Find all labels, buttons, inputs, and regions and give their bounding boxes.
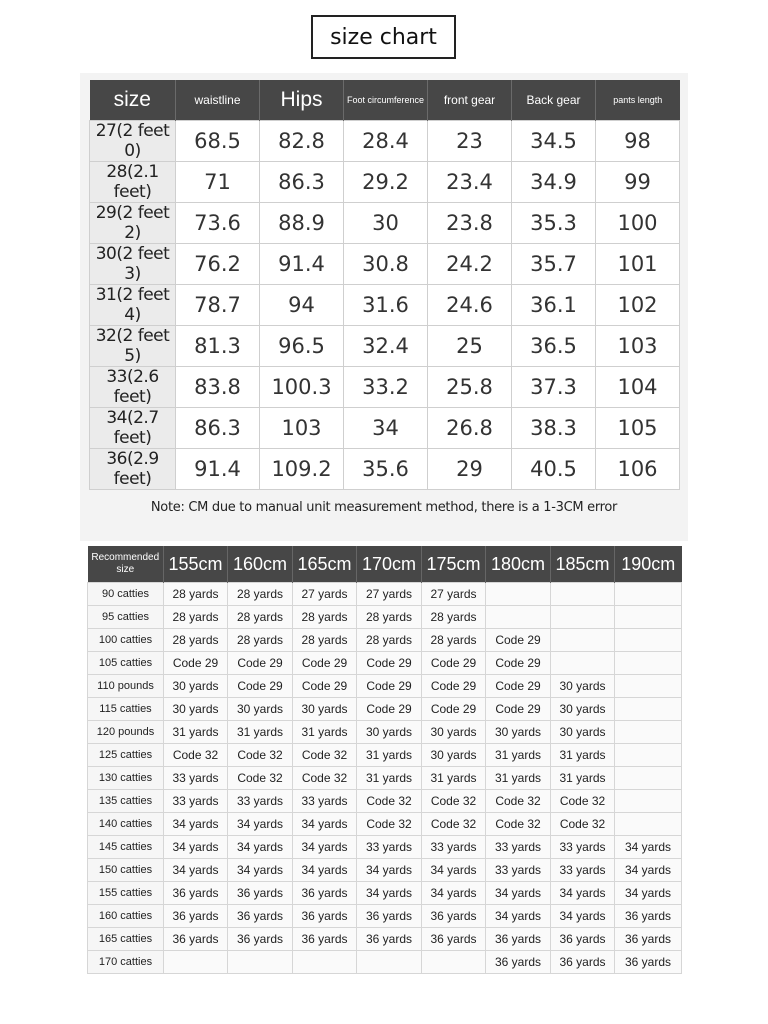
table-cell [164,951,228,974]
table-row [88,813,682,836]
table-cell [615,744,682,767]
table-cell: 27 yards [293,583,357,606]
weight-label: 90 catties [88,583,164,606]
table-cell: 91.4 [176,449,260,490]
table-cell: Code 29 [422,698,486,721]
table-cell: 28 yards [164,606,228,629]
table-row [90,162,680,203]
table-cell: 28 yards [357,629,422,652]
size-label: 31(2 feet 4) [90,285,176,326]
table-cell: 33 yards [293,790,357,813]
table-cell: 34 yards [293,836,357,859]
table-row [88,698,682,721]
table-cell [486,583,551,606]
table-cell: 31 yards [551,744,615,767]
table-cell: 31 yards [164,721,228,744]
size-label: 28(2.1 feet) [90,162,176,203]
table-cell: 109.2 [260,449,344,490]
table-cell [615,652,682,675]
table-cell: 30 yards [422,744,486,767]
table-cell: 40.5 [512,449,596,490]
table-cell: 33 yards [551,859,615,882]
table-cell [293,951,357,974]
table-cell: 23 [428,121,512,162]
table-cell: 36 yards [357,928,422,951]
table-cell: 82.8 [260,121,344,162]
weight-label: 150 catties [88,859,164,882]
table-cell: 34 yards [228,859,293,882]
table-cell: 32.4 [344,326,428,367]
table-row [88,767,682,790]
column-header: size [90,80,176,121]
table-cell: 26.8 [428,408,512,449]
table-cell: 28 yards [228,629,293,652]
table-cell [615,813,682,836]
table-cell: 24.2 [428,244,512,285]
table-cell: Code 29 [293,675,357,698]
table-cell: 81.3 [176,326,260,367]
table-cell: 31 yards [357,744,422,767]
table-row [88,859,682,882]
table-cell: Code 32 [357,790,422,813]
table-cell: Code 32 [293,767,357,790]
table-row [90,449,680,490]
table-cell: 35.3 [512,203,596,244]
table-cell [615,698,682,721]
table-cell: 99 [596,162,680,203]
table-cell: 105 [596,408,680,449]
table-cell: Code 29 [357,675,422,698]
page-title: size chart [311,15,456,59]
table-cell: 36 yards [228,882,293,905]
table-cell: 28 yards [293,606,357,629]
table-row [90,408,680,449]
table-cell: 30 yards [164,675,228,698]
table-cell: 36 yards [164,928,228,951]
table-cell: 30 yards [422,721,486,744]
table-cell: 34 yards [164,813,228,836]
table-cell: Code 32 [422,813,486,836]
table-row [90,367,680,408]
height-header: 175cm [422,546,486,583]
table-cell: 27 yards [357,583,422,606]
table-cell: 36 yards [551,951,615,974]
table-row [90,326,680,367]
table-cell: 36 yards [486,951,551,974]
height-header: 165cm [293,546,357,583]
column-header: Foot circumference [344,80,428,121]
table-cell: 28 yards [422,629,486,652]
table-cell: 36 yards [422,905,486,928]
table-cell: 31 yards [551,767,615,790]
table-cell: 76.2 [176,244,260,285]
table-cell: 28 yards [228,606,293,629]
weight-label: 155 catties [88,882,164,905]
height-header: 190cm [615,546,682,583]
table-cell: 34 yards [551,882,615,905]
table-cell: 34 yards [293,859,357,882]
table-cell: Code 32 [551,790,615,813]
table-cell: 33 yards [357,836,422,859]
weight-label: 125 catties [88,744,164,767]
height-header: 155cm [164,546,228,583]
table-cell: 31.6 [344,285,428,326]
table-cell: 24.6 [428,285,512,326]
table-cell: 104 [596,367,680,408]
table-cell: Code 29 [422,652,486,675]
size-label: 33(2.6 feet) [90,367,176,408]
table-cell: Code 32 [228,744,293,767]
table-header-row [88,546,682,583]
size-label: 27(2 feet 0) [90,121,176,162]
table-cell: 34 yards [615,882,682,905]
height-header: 185cm [551,546,615,583]
table-cell [615,790,682,813]
table-row [88,583,682,606]
table-cell: 83.8 [176,367,260,408]
table-cell: 36 yards [293,882,357,905]
table-cell [551,652,615,675]
table-cell [615,629,682,652]
weight-label: 95 catties [88,606,164,629]
table-cell: 25 [428,326,512,367]
column-header: waistline [176,80,260,121]
table-cell [551,583,615,606]
table-cell: 34.5 [512,121,596,162]
table-cell: 30 yards [551,721,615,744]
table-cell: Code 32 [293,744,357,767]
table-cell: 29.2 [344,162,428,203]
table-cell: 30 yards [551,675,615,698]
table-cell: 103 [596,326,680,367]
table-cell: 34 yards [486,905,551,928]
table-cell: 36 yards [228,905,293,928]
table-cell: 33 yards [164,767,228,790]
table-cell: 30 yards [486,721,551,744]
column-header: Back gear [512,80,596,121]
table-cell: 35.7 [512,244,596,285]
table-cell: 31 yards [228,721,293,744]
table-row [88,790,682,813]
corner-header: Recommended size [88,546,164,583]
table-cell [486,606,551,629]
table-cell: 91.4 [260,244,344,285]
table-cell: 28 yards [228,583,293,606]
table-cell: 30.8 [344,244,428,285]
table-cell: 102 [596,285,680,326]
weight-label: 100 catties [88,629,164,652]
table-cell: 36.1 [512,285,596,326]
table-cell: 96.5 [260,326,344,367]
table-cell: 28 yards [357,606,422,629]
table-cell [615,675,682,698]
table-cell: 36 yards [164,905,228,928]
table-cell: 36 yards [293,928,357,951]
size-label: 36(2.9 feet) [90,449,176,490]
table-cell [615,721,682,744]
table-cell: 30 yards [228,698,293,721]
table-cell: 34 yards [228,836,293,859]
table-cell: 30 yards [293,698,357,721]
table-cell: 34 yards [422,882,486,905]
table-cell: 78.7 [176,285,260,326]
table-cell: Code 29 [357,698,422,721]
table-cell [228,951,293,974]
table-cell: 34 yards [615,859,682,882]
table-cell: 34 yards [422,859,486,882]
table-row [90,285,680,326]
table-cell: 100 [596,203,680,244]
height-header: 170cm [357,546,422,583]
table-row [88,905,682,928]
table-cell [615,583,682,606]
table-cell: Code 32 [357,813,422,836]
table-cell: 34 yards [486,882,551,905]
weight-label: 140 catties [88,813,164,836]
table-cell [615,606,682,629]
table-cell: 28.4 [344,121,428,162]
weight-label: 135 catties [88,790,164,813]
table-cell: 34 yards [293,813,357,836]
size-label: 29(2 feet 2) [90,203,176,244]
table-cell: Code 29 [422,675,486,698]
table-cell: 86.3 [176,408,260,449]
table-cell: Code 29 [357,652,422,675]
table-cell: 34 yards [551,905,615,928]
table-cell: 94 [260,285,344,326]
table-cell: 101 [596,244,680,285]
table-cell: 28 yards [164,629,228,652]
table-cell: 36.5 [512,326,596,367]
table-cell: 36 yards [357,905,422,928]
table-cell: 36 yards [293,905,357,928]
table-row [88,928,682,951]
table-cell: 30 yards [164,698,228,721]
table-row [88,836,682,859]
table-cell: 31 yards [357,767,422,790]
table-cell: 23.8 [428,203,512,244]
size-label: 34(2.7 feet) [90,408,176,449]
weight-label: 110 pounds [88,675,164,698]
table-row [88,629,682,652]
table-cell: 30 [344,203,428,244]
table-cell: 29 [428,449,512,490]
size-label: 32(2 feet 5) [90,326,176,367]
table-cell: Code 29 [486,629,551,652]
table-cell [615,767,682,790]
table-row [88,951,682,974]
weight-label: 165 catties [88,928,164,951]
table-cell: Code 29 [293,652,357,675]
table-cell: 36 yards [615,951,682,974]
table-cell: 34 yards [357,859,422,882]
table-cell: 34 yards [228,813,293,836]
weight-label: 115 catties [88,698,164,721]
table-cell: 36 yards [615,905,682,928]
table-cell: 37.3 [512,367,596,408]
table-cell: 35.6 [344,449,428,490]
table-cell: 34 yards [615,836,682,859]
table-cell: 86.3 [260,162,344,203]
table-cell: 34 [344,408,428,449]
table-cell: 73.6 [176,203,260,244]
table-cell [357,951,422,974]
table-cell: Code 29 [228,675,293,698]
table-cell: Code 32 [228,767,293,790]
table-row [88,675,682,698]
measurement-note: Note: CM due to manual unit measurement method, there is a 1-3CM error [150,500,618,515]
size-label: 30(2 feet 3) [90,244,176,285]
table-cell: 25.8 [428,367,512,408]
table-row [90,244,680,285]
weight-label: 170 catties [88,951,164,974]
weight-label: 130 catties [88,767,164,790]
table-header-row [90,80,680,121]
recommended-size-table [87,546,682,974]
table-cell: 33 yards [486,836,551,859]
table-cell: 27 yards [422,583,486,606]
table-cell: 33 yards [422,836,486,859]
weight-label: 120 pounds [88,721,164,744]
table-row [88,882,682,905]
weight-label: 145 catties [88,836,164,859]
column-header: pants length [596,80,680,121]
table-cell: Code 32 [164,744,228,767]
table-cell: 88.9 [260,203,344,244]
table-row [90,203,680,244]
table-row [88,652,682,675]
table-cell [551,629,615,652]
table-cell [422,951,486,974]
table-cell: Code 32 [422,790,486,813]
table-cell: Code 29 [486,652,551,675]
table-cell: 33 yards [228,790,293,813]
table-cell: 34 yards [164,836,228,859]
table-cell: 28 yards [422,606,486,629]
table-cell: 36 yards [615,928,682,951]
table-row [90,121,680,162]
size-measurement-table [89,80,680,490]
column-header: front gear [428,80,512,121]
table-cell: 68.5 [176,121,260,162]
table-cell: 38.3 [512,408,596,449]
table-cell: 34 yards [164,859,228,882]
table-cell: 98 [596,121,680,162]
table-cell: 33 yards [486,859,551,882]
table-cell [551,606,615,629]
table-cell: Code 32 [551,813,615,836]
weight-label: 160 catties [88,905,164,928]
table-cell: 36 yards [486,928,551,951]
table-cell: Code 29 [486,675,551,698]
table-row [88,721,682,744]
table-cell: Code 29 [486,698,551,721]
height-header: 180cm [486,546,551,583]
table-cell: 33 yards [164,790,228,813]
table-cell: 36 yards [551,928,615,951]
table-cell: 31 yards [422,767,486,790]
table-cell: 23.4 [428,162,512,203]
table-cell: 106 [596,449,680,490]
table-cell: 30 yards [551,698,615,721]
table-cell: 31 yards [293,721,357,744]
table-cell: 28 yards [164,583,228,606]
table-cell: 31 yards [486,767,551,790]
table-cell: 103 [260,408,344,449]
table-cell: 36 yards [164,882,228,905]
table-cell: 36 yards [422,928,486,951]
table-cell: 31 yards [486,744,551,767]
table-cell: Code 29 [164,652,228,675]
height-header: 160cm [228,546,293,583]
table-cell: Code 32 [486,790,551,813]
table-row [88,744,682,767]
table-cell: 33.2 [344,367,428,408]
table-cell: 36 yards [228,928,293,951]
table-cell: Code 29 [228,652,293,675]
table-row [88,606,682,629]
table-cell: 34.9 [512,162,596,203]
column-header: Hips [260,80,344,121]
table-cell: Code 32 [486,813,551,836]
table-cell: 33 yards [551,836,615,859]
table-cell: 34 yards [357,882,422,905]
table-cell: 30 yards [357,721,422,744]
weight-label: 105 catties [88,652,164,675]
table-cell: 100.3 [260,367,344,408]
table-cell: 71 [176,162,260,203]
table-cell: 28 yards [293,629,357,652]
